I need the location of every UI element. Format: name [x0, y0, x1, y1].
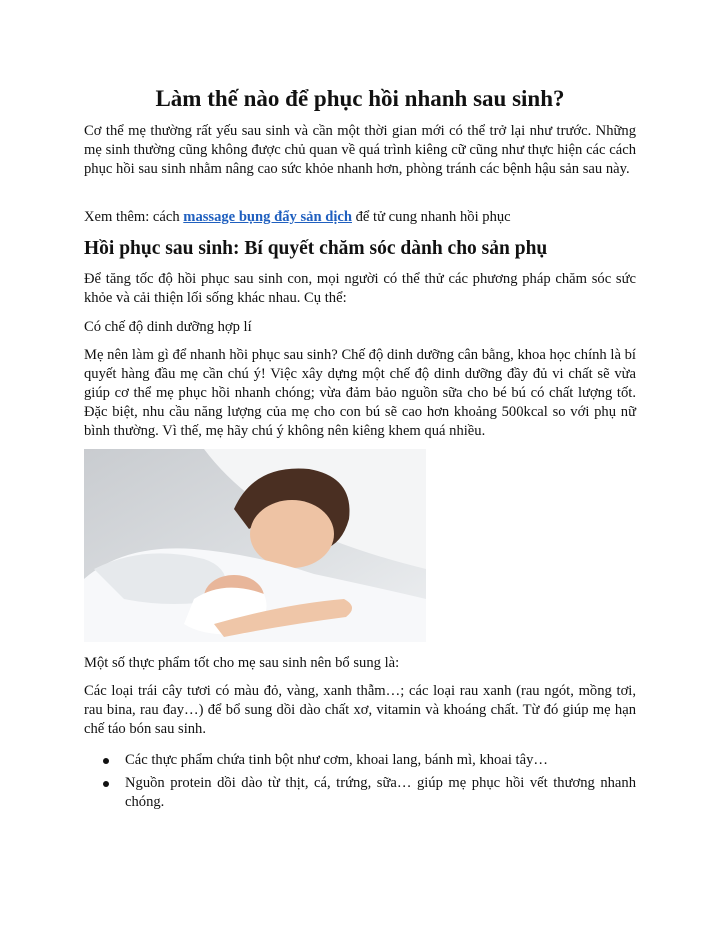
- list-item-text: Nguồn protein dồi dào từ thịt, cá, trứng, sữa… giúp mẹ phục hồi vết thương nhanh chóng.: [125, 775, 636, 810]
- mother-baby-photo: [84, 449, 426, 642]
- food-list: [84, 751, 636, 816]
- list-item: [84, 751, 636, 770]
- massage-link[interactable]: massage bụng đẩy sản dịch: [183, 209, 352, 225]
- intro-paragraph: Cơ thể mẹ thường rất yếu sau sinh và cần một thời gian mới có thể trở lại như trước. Những mẹ sinh thường cũng không được chủ quan về quá trình kiêng cữ cũng như thực hiện các cách phục hồi sau sinh nhằm nâng cao sức khỏe nhanh hơn, phòng tránh các bệnh hậu sản sau này.: [84, 123, 636, 177]
- nutrition-paragraph: Mẹ nên làm gì để nhanh hồi phục sau sinh? Chế độ dinh dưỡng cân bằng, khoa học chính là bí quyết hàng đầu mẹ cần chú ý! Việc xây dựng một chế độ dinh dưỡng đầy đủ vi chất sẽ vừa giúp cơ thể mẹ phục hồi nhanh chóng; vừa đảm bảo nguồn sữa cho bé bú có chất lượng tốt. Đặc biệt, nhu cầu năng lượng của mẹ cho con bú sẽ cao hơn khoảng 500kcal so với phụ nữ bình thường. Vì thế, mẹ hãy chú ý không nên kiêng khem quá nhiều.: [84, 347, 636, 439]
- mother-baby-illustration: [84, 449, 426, 642]
- bullet-icon: [103, 781, 109, 787]
- list-item: [84, 774, 636, 812]
- see-more-prefix: Xem thêm: cách: [84, 209, 184, 225]
- nutrition-subheading: Có chế độ dinh dưỡng hợp lí: [84, 319, 252, 335]
- face-shape: [250, 500, 334, 568]
- list-item-text: Các thực phẩm chứa tinh bột như cơm, khoai lang, bánh mì, khoai tây…: [125, 752, 548, 768]
- foods-intro-paragraph: Một số thực phẩm tốt cho mẹ sau sinh nên bổ sung là:: [84, 655, 400, 671]
- see-more-line: [84, 208, 636, 227]
- section-intro-paragraph: Để tăng tốc độ hồi phục sau sinh con, mọi người có thể thử các phương pháp chăm sóc sức khỏe và cải thiện lối sống khác nhau. Cụ thể:: [84, 271, 636, 306]
- section-heading: Hồi phục sau sinh: Bí quyết chăm sóc dành cho sản phụ: [84, 238, 548, 259]
- bullet-icon: [103, 758, 109, 764]
- see-more-suffix: để tử cung nhanh hồi phục: [351, 209, 511, 225]
- page-title: Làm thế nào để phục hồi nhanh sau sinh?: [155, 86, 565, 111]
- fruits-paragraph: Các loại trái cây tươi có màu đỏ, vàng, xanh thẫm…; các loại rau xanh (rau ngót, mồng tơi, rau bina, rau đay…) để bổ sung dồi dào chất xơ, vitamin và khoáng chất. Từ đó giúp mẹ hạn chế táo bón sau sinh.: [84, 683, 636, 737]
